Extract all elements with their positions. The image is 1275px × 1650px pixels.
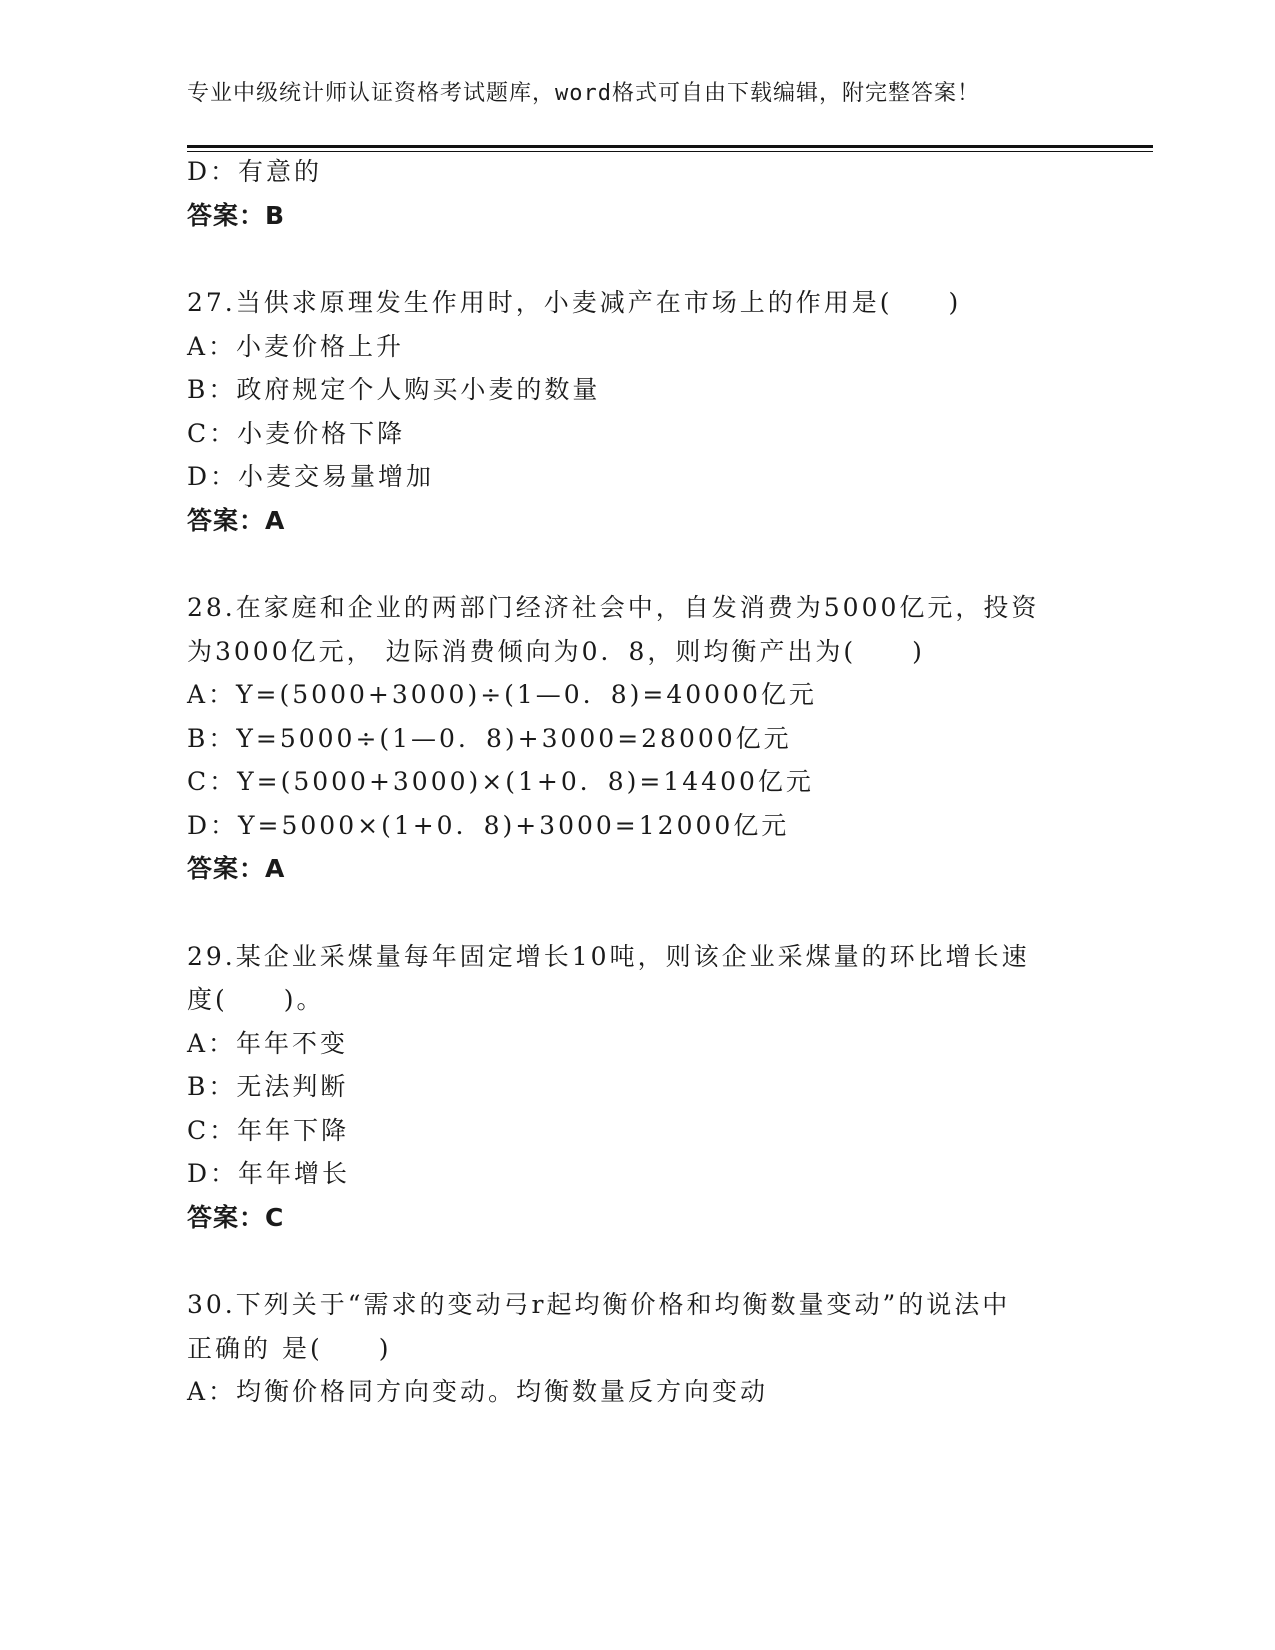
header-rule-thick bbox=[187, 145, 1153, 148]
question-30-cont: 正确的 是( ) bbox=[187, 1334, 392, 1363]
question-30: 30.下列关于“需求的变动弓r起均衡价格和均衡数量变动”的说法中 bbox=[187, 1290, 1011, 1319]
answer: 答案：A bbox=[187, 854, 286, 883]
header-rule-thin bbox=[187, 151, 1153, 152]
page-header: 专业中级统计师认证资格考试题库，word格式可自由下载编辑，附完整答案！ bbox=[187, 81, 980, 106]
option-b: B：政府规定个人购买小麦的数量 bbox=[187, 375, 601, 404]
option-a: A：Y=(5000+3000)÷(1—0．8)=40000亿元 bbox=[187, 680, 817, 709]
question-27: 27.当供求原理发生作用时，小麦减产在市场上的作用是( ) bbox=[187, 288, 962, 317]
option-a: A：小麦价格上升 bbox=[187, 332, 405, 361]
answer: 答案：C bbox=[187, 1203, 285, 1232]
option-a: A：均衡价格同方向变动。均衡数量反方向变动 bbox=[187, 1377, 769, 1406]
answer: 答案：A bbox=[187, 506, 286, 535]
question-28: 28.在家庭和企业的两部门经济社会中，自发消费为5000亿元，投资 bbox=[187, 593, 1040, 622]
option-c: C：Y=(5000+3000)×(1+0．8)=14400亿元 bbox=[187, 767, 814, 796]
answer: 答案：B bbox=[187, 201, 286, 230]
option-d: D：Y=5000×(1+0．8)+3000=12000亿元 bbox=[187, 811, 790, 840]
question-29: 29.某企业采煤量每年固定增长10吨，则该企业采煤量的环比增长速 bbox=[187, 942, 1030, 971]
option-d: D：年年增长 bbox=[187, 1159, 351, 1188]
question-29-cont: 度( )。 bbox=[187, 985, 325, 1014]
option-d: D：有意的 bbox=[187, 157, 323, 186]
option-c: C：年年下降 bbox=[187, 1116, 350, 1145]
option-d: D：小麦交易量增加 bbox=[187, 462, 435, 491]
option-b: B：Y=5000÷(1—0．8)+3000=28000亿元 bbox=[187, 724, 792, 753]
option-c: C：小麦价格下降 bbox=[187, 419, 406, 448]
option-b: B：无法判断 bbox=[187, 1072, 349, 1101]
option-a: A：年年不变 bbox=[187, 1029, 349, 1058]
question-28-cont: 为3000亿元， 边际消费倾向为0．8，则均衡产出为( ) bbox=[187, 637, 925, 666]
